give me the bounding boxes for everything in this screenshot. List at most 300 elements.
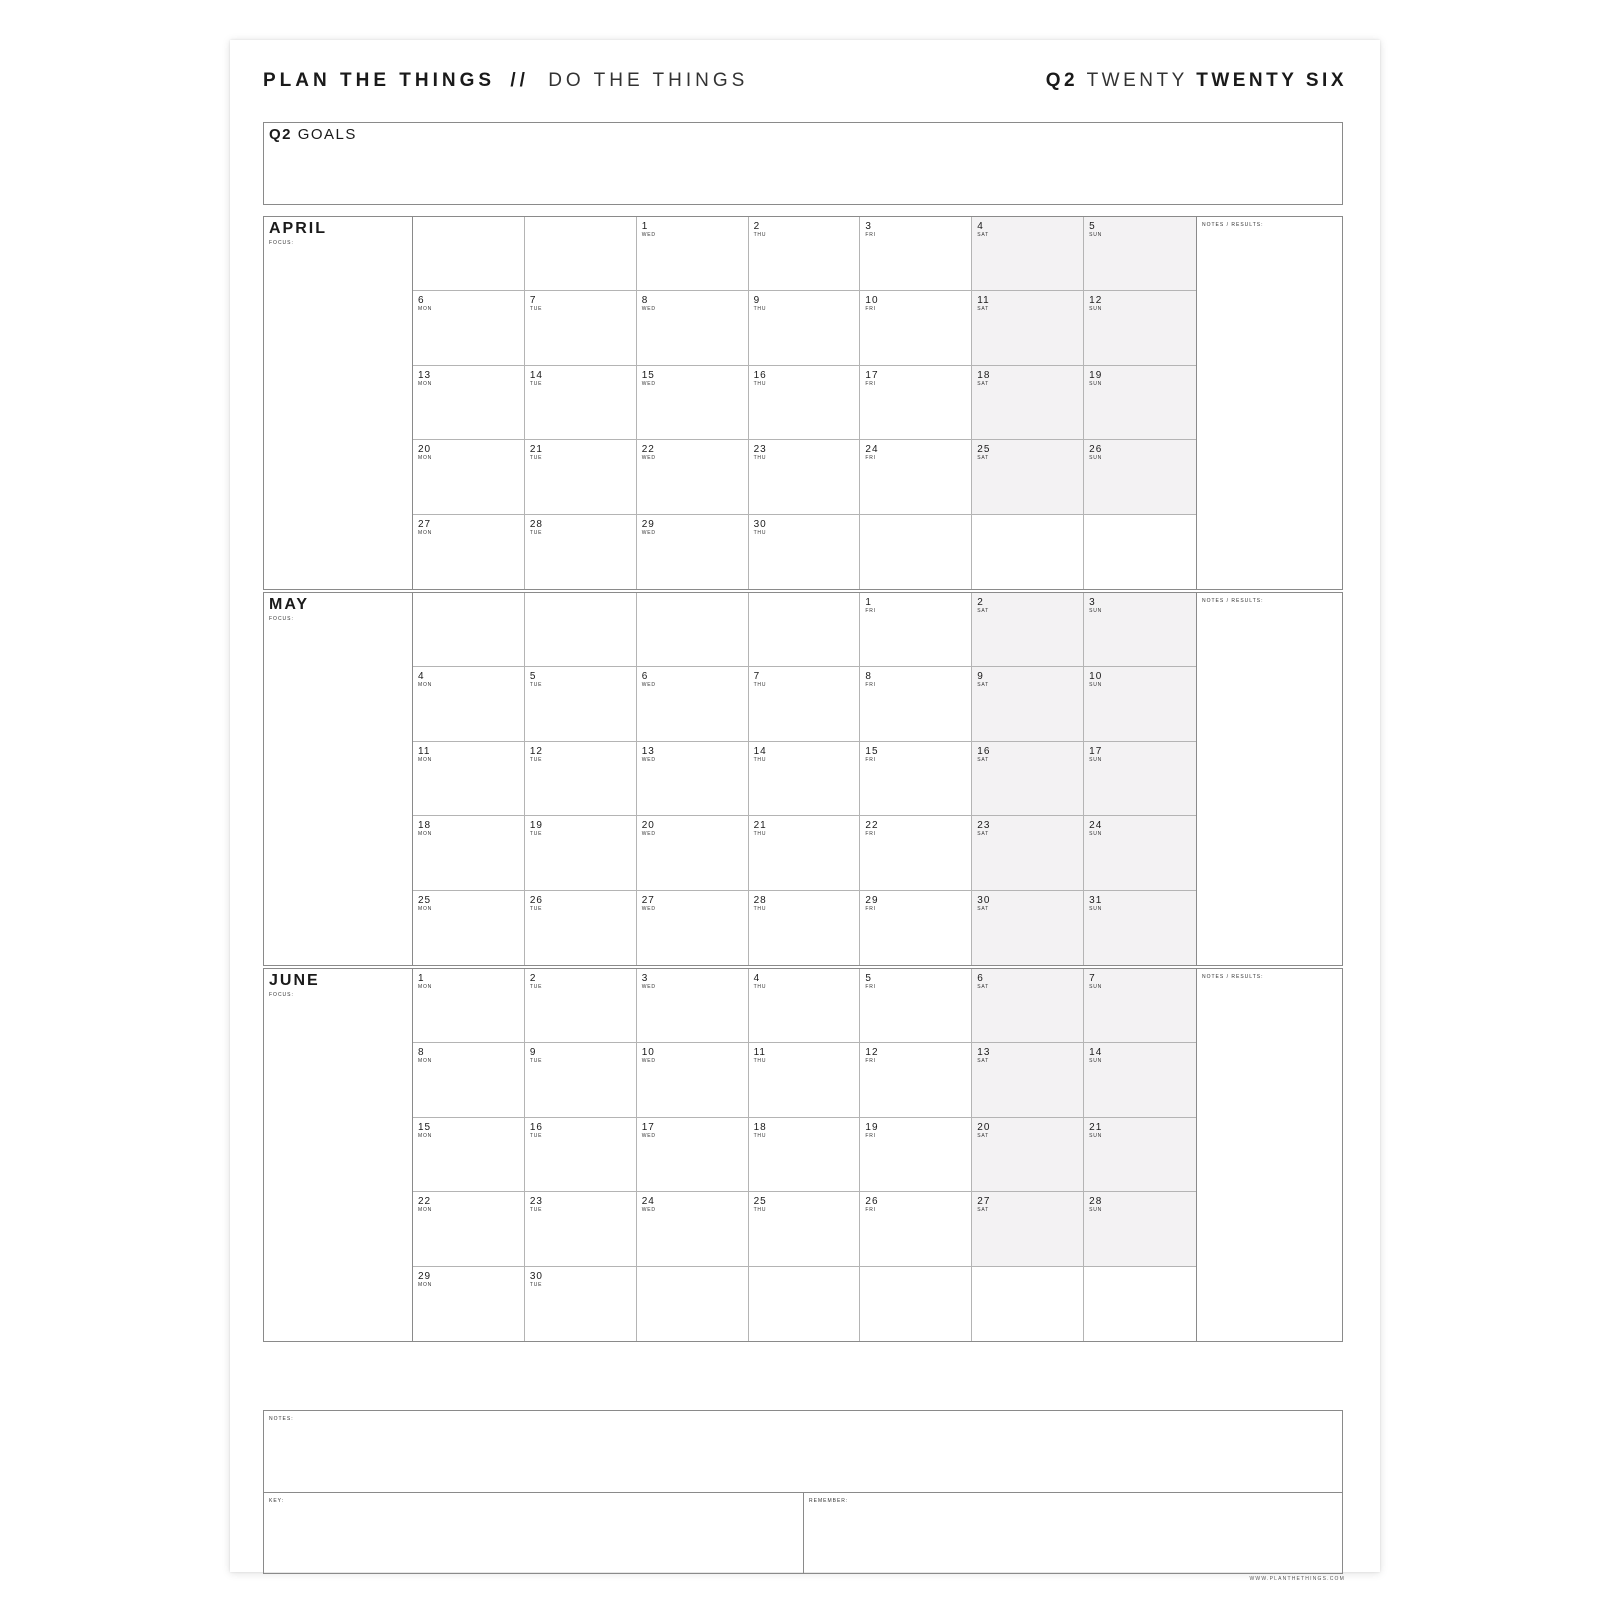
month-title: JUNE: [269, 972, 320, 989]
calendar-day-cell[interactable]: [637, 667, 749, 741]
day-number: 6: [641, 671, 649, 683]
day-number: 14: [753, 745, 767, 757]
day-of-week: WED: [641, 306, 656, 313]
month-title: MAY: [269, 596, 310, 613]
calendar-day-cell[interactable]: [860, 1118, 972, 1192]
day-of-week: MON: [418, 1058, 433, 1065]
day-number: 16: [977, 745, 991, 757]
day-number: 8: [418, 1047, 425, 1059]
day-number: 26: [865, 1196, 879, 1208]
day-of-week: THU: [753, 831, 767, 838]
day-of-week: TUE: [529, 306, 543, 313]
day-of-week: SAT: [977, 1058, 990, 1065]
day-of-week: MON: [418, 905, 433, 912]
day-number: 7: [529, 295, 537, 307]
calendar-cell-empty: [749, 1267, 861, 1341]
day-of-week: TUE: [529, 831, 543, 838]
day-of-week: SAT: [977, 455, 990, 462]
day-of-week: SAT: [977, 756, 990, 763]
calendar-day-cell[interactable]: [749, 816, 861, 890]
calendar-day-cell[interactable]: [525, 366, 637, 440]
calendar-day-cell[interactable]: [972, 667, 1084, 741]
calendar-day-cell[interactable]: [637, 291, 749, 365]
calendar-day-cell[interactable]: [972, 1043, 1084, 1117]
day-of-week: THU: [753, 984, 767, 990]
calendar-day-cell[interactable]: [749, 969, 861, 1043]
calendar-day-cell[interactable]: [972, 969, 1084, 1043]
day-number: 12: [1089, 295, 1103, 307]
day-of-week: FRI: [865, 608, 876, 614]
calendar-day-cell[interactable]: [525, 1043, 637, 1117]
day-of-week: SUN: [1089, 756, 1103, 763]
calendar-day-cell[interactable]: [972, 366, 1084, 440]
calendar-day-cell[interactable]: [1084, 667, 1196, 741]
day-number: 15: [418, 1121, 432, 1133]
day-number: 11: [418, 745, 431, 757]
month-may: [263, 592, 1343, 966]
calendar-grid: [412, 969, 1196, 1341]
calendar-cell-empty: [637, 1267, 749, 1341]
calendar-day-cell[interactable]: [749, 891, 861, 965]
calendar-day-cell[interactable]: [525, 291, 637, 365]
calendar-day-cell[interactable]: [637, 1043, 749, 1117]
day-number: 22: [865, 820, 879, 832]
day-of-week: SAT: [977, 1207, 990, 1214]
day-of-week: MON: [418, 529, 433, 536]
day-of-week: FRI: [865, 455, 876, 462]
day-of-week: SUN: [1089, 232, 1103, 238]
day-of-week: THU: [753, 905, 767, 912]
calendar-day-cell[interactable]: [749, 1118, 861, 1192]
calendar-day-cell[interactable]: [1084, 891, 1196, 965]
calendar-day-cell[interactable]: [413, 891, 525, 965]
calendar-cell-empty: [972, 1267, 1084, 1341]
day-number: 20: [977, 1121, 991, 1133]
calendar-day-cell[interactable]: [749, 515, 861, 589]
day-of-week: FRI: [865, 1058, 876, 1065]
day-number: 19: [865, 1121, 879, 1133]
calendar-day-cell[interactable]: [1084, 291, 1196, 365]
notes-box[interactable]: [264, 1411, 1342, 1493]
day-number: 7: [1089, 973, 1096, 984]
notes-label: NOTES:: [269, 1416, 294, 1422]
calendar-day-cell[interactable]: [1084, 969, 1196, 1043]
day-number: 8: [641, 295, 649, 307]
calendar-day-cell[interactable]: [637, 1192, 749, 1266]
calendar-day-cell[interactable]: [525, 891, 637, 965]
calendar-day-cell[interactable]: [749, 667, 861, 741]
day-number: 12: [529, 745, 543, 757]
day-of-week: MON: [418, 682, 433, 689]
day-number: 10: [865, 295, 879, 307]
day-of-week: WED: [641, 232, 656, 238]
calendar-day-cell[interactable]: [860, 1043, 972, 1117]
calendar-day-cell[interactable]: [637, 366, 749, 440]
day-of-week: MON: [418, 831, 433, 838]
calendar-day-cell[interactable]: [637, 891, 749, 965]
calendar-day-cell[interactable]: [1084, 1192, 1196, 1266]
day-number: 7: [753, 671, 761, 683]
remember-box[interactable]: [804, 1493, 1342, 1573]
day-number: 9: [977, 671, 984, 683]
day-of-week: WED: [641, 1132, 656, 1139]
day-number: 16: [529, 1121, 543, 1133]
calendar-day-cell[interactable]: [749, 217, 861, 291]
day-number: 10: [1089, 671, 1103, 683]
key-box[interactable]: [264, 1493, 804, 1573]
day-number: 21: [529, 444, 543, 456]
calendar-cell-empty: [525, 593, 637, 667]
calendar-cell-empty: [860, 1267, 972, 1341]
brand-light: DO THE THINGS: [548, 70, 749, 91]
day-of-week: TUE: [529, 455, 543, 462]
calendar-day-cell[interactable]: [972, 891, 1084, 965]
day-of-week: SAT: [977, 608, 990, 614]
day-number: 27: [641, 894, 655, 906]
calendar-day-cell[interactable]: [637, 217, 749, 291]
notes-results-column[interactable]: [1196, 593, 1342, 965]
day-number: 5: [1089, 221, 1096, 232]
day-number: 28: [529, 518, 543, 530]
day-number: 21: [1089, 1121, 1103, 1133]
day-number: 9: [753, 295, 761, 307]
day-of-week: SAT: [977, 232, 990, 238]
day-number: 29: [418, 1270, 432, 1282]
bottom-notes-section: [263, 1410, 1343, 1574]
day-number: 25: [418, 894, 432, 906]
calendar-day-cell[interactable]: [860, 366, 972, 440]
calendar-grid: [412, 593, 1196, 965]
remember-label: REMEMBER:: [809, 1498, 849, 1504]
quarter-label: Q2: [1045, 70, 1079, 91]
calendar-day-cell[interactable]: [1084, 742, 1196, 816]
calendar-day-cell[interactable]: [525, 1192, 637, 1266]
quarter-title: [1046, 70, 1347, 92]
day-number: 3: [865, 221, 872, 232]
day-of-week: THU: [753, 1207, 767, 1214]
calendar-day-cell[interactable]: [860, 217, 972, 291]
calendar-day-cell[interactable]: [972, 440, 1084, 514]
calendar-day-cell[interactable]: [525, 742, 637, 816]
day-of-week: SAT: [977, 380, 990, 387]
day-of-week: FRI: [865, 984, 876, 990]
day-of-week: WED: [641, 831, 656, 838]
calendar-day-cell[interactable]: [413, 816, 525, 890]
day-number: 27: [418, 518, 432, 530]
notes-results-column[interactable]: [1196, 217, 1342, 589]
day-number: 4: [977, 221, 984, 232]
day-number: 6: [418, 295, 425, 307]
calendar-day-cell[interactable]: [413, 667, 525, 741]
calendar-day-cell[interactable]: [413, 969, 525, 1043]
day-of-week: SUN: [1089, 1207, 1103, 1214]
calendar-day-cell[interactable]: [749, 742, 861, 816]
focus-label: FOCUS:: [269, 992, 294, 998]
goals-label: [269, 126, 357, 143]
day-number: 18: [418, 820, 432, 832]
notes-results-label: NOTES / RESULTS:: [1202, 598, 1264, 604]
calendar-day-cell[interactable]: [1084, 1043, 1196, 1117]
day-of-week: SUN: [1089, 1132, 1103, 1139]
calendar-cell-empty: [1084, 1267, 1196, 1341]
calendar-day-cell[interactable]: [637, 515, 749, 589]
day-of-week: SUN: [1089, 455, 1103, 462]
day-of-week: SAT: [977, 984, 990, 990]
calendar-cell-empty: [413, 217, 525, 291]
day-number: 19: [1089, 369, 1103, 381]
goals-box[interactable]: [263, 122, 1343, 205]
calendar-day-cell[interactable]: [637, 816, 749, 890]
day-number: 1: [418, 973, 425, 984]
day-of-week: SAT: [977, 1132, 990, 1139]
calendar-day-cell[interactable]: [1084, 440, 1196, 514]
day-of-week: FRI: [865, 831, 876, 838]
calendar-cell-empty: [1084, 515, 1196, 589]
calendar-cell-empty: [860, 515, 972, 589]
quarter-year-light: TWENTY: [1086, 70, 1188, 91]
calendar-day-cell[interactable]: [860, 440, 972, 514]
calendar-day-cell[interactable]: [525, 667, 637, 741]
day-of-week: THU: [753, 1058, 767, 1065]
calendar-day-cell[interactable]: [860, 667, 972, 741]
calendar-day-cell[interactable]: [413, 366, 525, 440]
calendar-day-cell[interactable]: [525, 969, 637, 1043]
day-of-week: TUE: [529, 984, 543, 990]
calendar-day-cell[interactable]: [972, 742, 1084, 816]
calendar-day-cell[interactable]: [525, 1118, 637, 1192]
day-of-week: THU: [753, 529, 767, 536]
calendar-day-cell[interactable]: [860, 891, 972, 965]
calendar-day-cell[interactable]: [860, 969, 972, 1043]
day-of-week: TUE: [529, 905, 543, 912]
calendar-day-cell[interactable]: [860, 593, 972, 667]
day-of-week: SAT: [977, 831, 990, 838]
day-of-week: THU: [753, 682, 767, 689]
quarter-year-bold: TWENTY SIX: [1196, 70, 1347, 91]
calendar-day-cell[interactable]: [972, 1118, 1084, 1192]
day-number: 21: [753, 820, 767, 832]
day-number: 3: [641, 973, 649, 984]
day-number: 2: [977, 597, 984, 608]
day-number: 8: [865, 671, 872, 683]
day-of-week: MON: [418, 455, 433, 462]
day-of-week: THU: [753, 756, 767, 763]
calendar-day-cell[interactable]: [1084, 366, 1196, 440]
calendar-day-cell[interactable]: [860, 1192, 972, 1266]
calendar-day-cell[interactable]: [1084, 1118, 1196, 1192]
day-of-week: WED: [641, 682, 656, 689]
notes-results-label: NOTES / RESULTS:: [1202, 222, 1264, 228]
day-of-week: SUN: [1089, 380, 1103, 387]
calendar-day-cell[interactable]: [525, 816, 637, 890]
calendar-day-cell[interactable]: [637, 1118, 749, 1192]
day-of-week: SAT: [977, 306, 990, 313]
day-number: 13: [977, 1047, 991, 1059]
calendar-day-cell[interactable]: [972, 1192, 1084, 1266]
calendar-day-cell[interactable]: [637, 440, 749, 514]
day-of-week: MON: [418, 1207, 433, 1214]
calendar-day-cell[interactable]: [972, 291, 1084, 365]
day-number: 4: [753, 973, 761, 984]
calendar-cell-empty: [413, 593, 525, 667]
day-of-week: THU: [753, 1132, 767, 1139]
calendar-day-cell[interactable]: [749, 1192, 861, 1266]
day-of-week: SUN: [1089, 306, 1103, 313]
calendar-day-cell[interactable]: [525, 440, 637, 514]
day-of-week: WED: [641, 1058, 656, 1065]
day-of-week: THU: [753, 380, 767, 387]
day-number: 2: [529, 973, 537, 984]
day-of-week: MON: [418, 1281, 433, 1288]
day-number: 25: [753, 1196, 767, 1208]
day-number: 25: [977, 444, 991, 456]
calendar-day-cell[interactable]: [1084, 816, 1196, 890]
day-of-week: WED: [641, 380, 656, 387]
day-of-week: WED: [641, 756, 656, 763]
calendar-day-cell[interactable]: [413, 291, 525, 365]
day-number: 16: [753, 369, 767, 381]
day-of-week: TUE: [529, 1132, 543, 1139]
day-number: 15: [865, 745, 879, 757]
goals-label-text: GOALS: [297, 126, 357, 143]
day-number: 28: [753, 894, 767, 906]
day-number: 30: [753, 518, 767, 530]
calendar-day-cell[interactable]: [413, 1267, 525, 1341]
day-number: 18: [753, 1121, 767, 1133]
day-of-week: TUE: [529, 1207, 543, 1214]
day-of-week: FRI: [865, 682, 876, 689]
notes-results-column[interactable]: [1196, 969, 1342, 1341]
calendar-day-cell[interactable]: [413, 1118, 525, 1192]
day-of-week: TUE: [529, 529, 543, 536]
day-of-week: MON: [418, 1132, 433, 1139]
calendar-day-cell[interactable]: [1084, 593, 1196, 667]
day-of-week: FRI: [865, 1132, 876, 1139]
day-of-week: FRI: [865, 380, 876, 387]
day-number: 27: [977, 1196, 991, 1208]
day-of-week: WED: [641, 529, 656, 536]
day-number: 23: [529, 1196, 543, 1208]
day-of-week: SUN: [1089, 984, 1103, 990]
calendar-day-cell[interactable]: [637, 742, 749, 816]
brand-bold: PLAN THE THINGS: [263, 70, 496, 91]
day-number: 11: [977, 295, 990, 307]
calendar-cell-empty: [749, 593, 861, 667]
calendar-day-cell[interactable]: [413, 515, 525, 589]
day-of-week: SAT: [977, 682, 990, 689]
day-number: 29: [865, 894, 879, 906]
calendar-cell-empty: [525, 217, 637, 291]
day-number: 17: [1089, 745, 1103, 757]
day-of-week: FRI: [865, 1207, 876, 1214]
calendar-day-cell[interactable]: [749, 366, 861, 440]
day-number: 30: [977, 894, 991, 906]
calendar-day-cell[interactable]: [860, 291, 972, 365]
day-of-week: FRI: [865, 306, 876, 313]
day-number: 13: [641, 745, 655, 757]
goals-label-quarter: Q2: [269, 126, 293, 143]
calendar-cell-empty: [637, 593, 749, 667]
brand-title: [263, 70, 748, 92]
day-of-week: WED: [641, 455, 656, 462]
month-april: [263, 216, 1343, 590]
day-number: 22: [418, 1196, 432, 1208]
day-number: 20: [641, 820, 655, 832]
month-title: APRIL: [269, 220, 327, 237]
day-number: 26: [1089, 444, 1103, 456]
brand-separator: //: [510, 70, 529, 91]
day-of-week: TUE: [529, 1281, 543, 1288]
calendar-cell-empty: [972, 515, 1084, 589]
day-of-week: FRI: [865, 905, 876, 912]
day-number: 17: [865, 369, 879, 381]
day-of-week: SUN: [1089, 831, 1103, 838]
day-of-week: MON: [418, 380, 433, 387]
website-url: WWW.PLANTHETHINGS.COM: [1249, 1576, 1345, 1582]
day-number: 3: [1089, 597, 1096, 608]
calendar-day-cell[interactable]: [525, 515, 637, 589]
day-number: 24: [641, 1196, 655, 1208]
day-number: 28: [1089, 1196, 1103, 1208]
calendar-day-cell[interactable]: [413, 1192, 525, 1266]
calendar-day-cell[interactable]: [413, 742, 525, 816]
key-label: KEY:: [269, 1498, 285, 1504]
day-number: 14: [529, 369, 543, 381]
calendar-day-cell[interactable]: [972, 217, 1084, 291]
day-of-week: WED: [641, 984, 656, 990]
calendar-day-cell[interactable]: [637, 969, 749, 1043]
day-number: 22: [641, 444, 655, 456]
day-number: 6: [977, 973, 984, 984]
day-of-week: SUN: [1089, 905, 1103, 912]
day-of-week: THU: [753, 232, 767, 238]
calendar-day-cell[interactable]: [1084, 217, 1196, 291]
focus-label: FOCUS:: [269, 616, 294, 622]
day-of-week: MON: [418, 756, 433, 763]
day-number: 17: [641, 1121, 655, 1133]
calendar-day-cell[interactable]: [972, 593, 1084, 667]
day-number: 1: [641, 221, 649, 232]
calendar-day-cell[interactable]: [749, 1043, 861, 1117]
day-of-week: SUN: [1089, 682, 1103, 689]
calendar-day-cell[interactable]: [972, 816, 1084, 890]
day-number: 18: [977, 369, 991, 381]
day-number: 30: [529, 1270, 543, 1282]
calendar-day-cell[interactable]: [413, 1043, 525, 1117]
calendar-day-cell[interactable]: [749, 291, 861, 365]
day-of-week: MON: [418, 306, 433, 313]
notes-results-label: NOTES / RESULTS:: [1202, 974, 1264, 980]
calendar-day-cell[interactable]: [413, 440, 525, 514]
calendar-day-cell[interactable]: [525, 1267, 637, 1341]
day-of-week: SUN: [1089, 1058, 1103, 1065]
calendar-day-cell[interactable]: [860, 816, 972, 890]
day-number: 20: [418, 444, 432, 456]
day-of-week: FRI: [865, 232, 876, 238]
day-number: 26: [529, 894, 543, 906]
calendar-grid: [412, 217, 1196, 589]
day-number: 23: [753, 444, 767, 456]
day-number: 2: [753, 221, 761, 232]
day-number: 19: [529, 820, 543, 832]
day-number: 29: [641, 518, 655, 530]
day-of-week: THU: [753, 306, 767, 313]
focus-label: FOCUS:: [269, 240, 294, 246]
calendar-day-cell[interactable]: [860, 742, 972, 816]
calendar-day-cell[interactable]: [749, 440, 861, 514]
day-of-week: WED: [641, 905, 656, 912]
day-of-week: TUE: [529, 1058, 543, 1065]
